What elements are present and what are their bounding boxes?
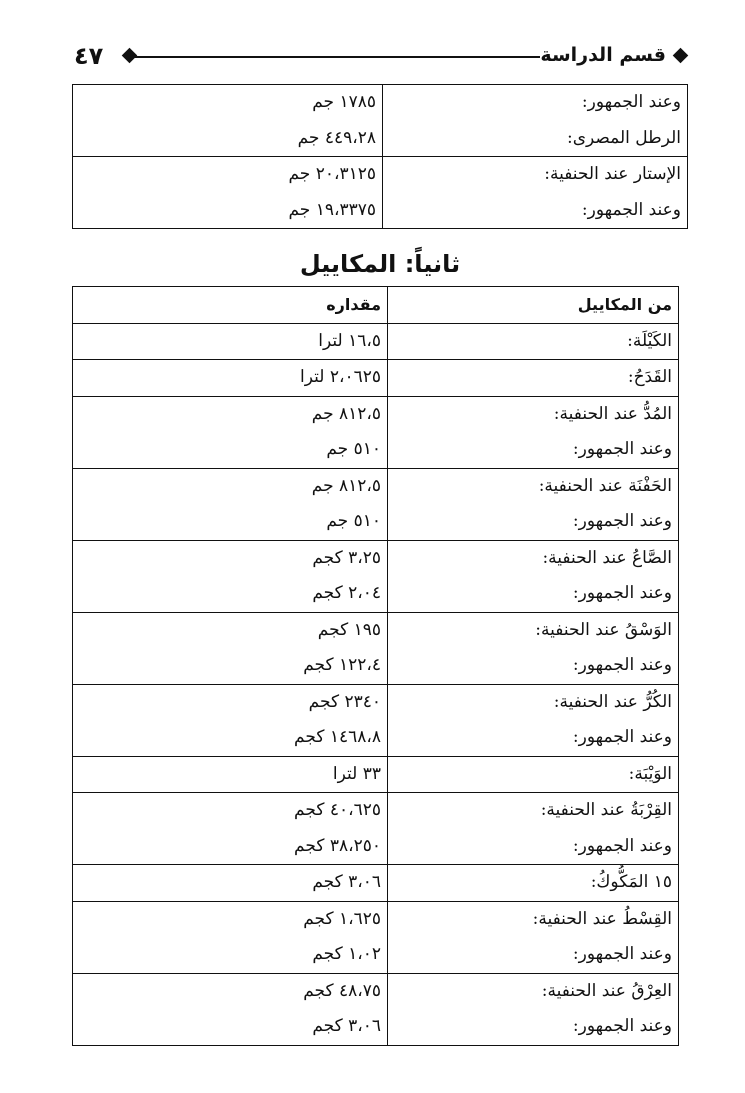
value-cell <box>73 865 388 902</box>
name-cell <box>388 323 679 360</box>
section-title: قسم الدراسة <box>540 44 666 66</box>
value-cell <box>73 360 388 397</box>
page-number: ٤٧ <box>74 42 104 70</box>
measure-value: ٣٣ لترا <box>332 763 381 784</box>
name-cell <box>388 901 679 973</box>
measure-name: وعند الجمهور: <box>581 199 681 220</box>
table-row <box>73 684 679 756</box>
name-cell <box>388 865 679 902</box>
measure-value: ٨١٢،٥ جم <box>311 475 381 496</box>
name-cell <box>388 756 679 793</box>
value-cell <box>73 684 388 756</box>
measure-name: الكَيْلَة: <box>627 330 672 351</box>
top-weights-table <box>72 84 688 229</box>
value-cell <box>73 323 388 360</box>
table-row <box>73 612 679 684</box>
measure-name: وعند الجمهور: <box>572 583 672 603</box>
value-cell <box>73 396 388 468</box>
measure-value: ١٤٦٨،٨ كجم <box>294 727 381 747</box>
measure-value: ٣٨،٢٥٠ كجم <box>294 835 381 856</box>
measure-name: وعند الجمهور: <box>572 944 672 964</box>
header-rule <box>130 56 540 58</box>
table-header-row <box>73 287 679 324</box>
name-cell <box>388 396 679 468</box>
name-cell <box>388 360 679 397</box>
header-name: من المكاييل <box>577 295 672 314</box>
value-cell <box>73 973 388 1045</box>
measure-name: الصَّاعُ عند الحنفية: <box>542 547 672 568</box>
measure-value: ٣،٠٦ كجم <box>312 872 381 892</box>
measure-name: الوَسْقُ عند الحنفية: <box>535 619 672 640</box>
table-row <box>73 793 679 865</box>
table-row <box>73 540 679 612</box>
measure-name: وعند الجمهور: <box>572 1016 672 1036</box>
measure-value: ١٧٨٥ جم <box>312 92 376 112</box>
table-row <box>73 157 688 229</box>
value-cell <box>73 756 388 793</box>
measure-value: ١٩،٣٣٧٥ جم <box>288 199 376 220</box>
value-cell <box>73 901 388 973</box>
table-row <box>73 396 679 468</box>
value-cell <box>73 540 388 612</box>
measure-name: القِرْبَةُ عند الحنفية: <box>540 800 672 820</box>
header-value: مقداره <box>326 295 381 314</box>
value-cell <box>73 157 383 229</box>
measure-value: ٨١٢،٥ جم <box>311 403 381 424</box>
header-name-cell <box>388 287 679 324</box>
measure-name: وعند الجمهور: <box>572 511 672 531</box>
page-header <box>70 40 690 76</box>
measure-name: الحَفْنَة عند الحنفية: <box>538 475 672 496</box>
table-row <box>73 323 679 360</box>
measure-value: ٤٨،٧٥ كجم <box>303 980 381 1001</box>
measure-name: المُدُّ عند الحنفية: <box>553 403 672 424</box>
value-cell <box>73 85 383 157</box>
name-cell <box>388 684 679 756</box>
measure-value: ٢٠،٣١٢٥ جم <box>288 164 376 184</box>
measure-value: ٥١٠ جم <box>326 511 381 531</box>
measure-name: وعند الجمهور: <box>572 727 672 747</box>
measure-name: القِسْطُ عند الحنفية: <box>532 908 672 929</box>
name-cell <box>388 540 679 612</box>
measure-name: وعند الجمهور: <box>572 835 672 856</box>
measure-name: وعند الجمهور: <box>581 92 681 112</box>
measure-name: العِرْقُ عند الحنفية: <box>541 980 672 1001</box>
measure-value: ١،٠٢ كجم <box>312 944 381 964</box>
value-cell <box>73 612 388 684</box>
header-value-cell <box>73 287 388 324</box>
name-cell <box>388 612 679 684</box>
measure-value: ٣،٢٥ كجم <box>312 547 381 568</box>
measure-name: الرطل المصرى: <box>567 127 681 148</box>
measure-name: الكُرُّ عند الحنفية: <box>553 691 672 712</box>
measure-name: الإستار عند الحنفية: <box>544 164 681 184</box>
diamond-ornament-right <box>673 48 689 64</box>
measure-value: ١٩٥ كجم <box>317 619 381 640</box>
measure-value: ٣،٠٦ كجم <box>312 1016 381 1036</box>
measure-name: وعند الجمهور: <box>572 439 672 459</box>
value-cell <box>73 468 388 540</box>
name-cell <box>383 157 688 229</box>
measure-name: ١٥ المَكُّوكُ: <box>590 872 672 892</box>
name-cell <box>388 468 679 540</box>
section-heading: ثانياً: المكاييل <box>299 250 461 278</box>
measure-name: وعند الجمهور: <box>572 655 672 675</box>
measure-value: ٢،٠٤ كجم <box>312 583 381 603</box>
table-row <box>73 360 679 397</box>
measure-value: ٤٤٩،٢٨ جم <box>297 127 376 148</box>
measure-value: ٤٠،٦٢٥ كجم <box>294 800 381 820</box>
measure-value: ٥١٠ جم <box>326 439 381 459</box>
table-row <box>73 973 679 1045</box>
name-cell <box>383 85 688 157</box>
table-row <box>73 901 679 973</box>
measure-name: القَدَحُ: <box>627 367 672 387</box>
makayil-table <box>72 286 679 1046</box>
value-cell <box>73 793 388 865</box>
name-cell <box>388 793 679 865</box>
name-cell <box>388 973 679 1045</box>
measure-value: ١٦،٥ لترا <box>318 330 381 351</box>
measure-value: ١٢٢،٤ كجم <box>303 655 381 675</box>
measure-value: ٢،٠٦٢٥ لترا <box>300 367 381 387</box>
table-row <box>73 865 679 902</box>
table-row <box>73 756 679 793</box>
table-row <box>73 468 679 540</box>
table-row <box>73 85 688 157</box>
measure-value: ١،٦٢٥ كجم <box>303 908 381 929</box>
measure-name: الوَيْبَة: <box>628 763 672 784</box>
measure-value: ٢٣٤٠ كجم <box>308 691 381 712</box>
